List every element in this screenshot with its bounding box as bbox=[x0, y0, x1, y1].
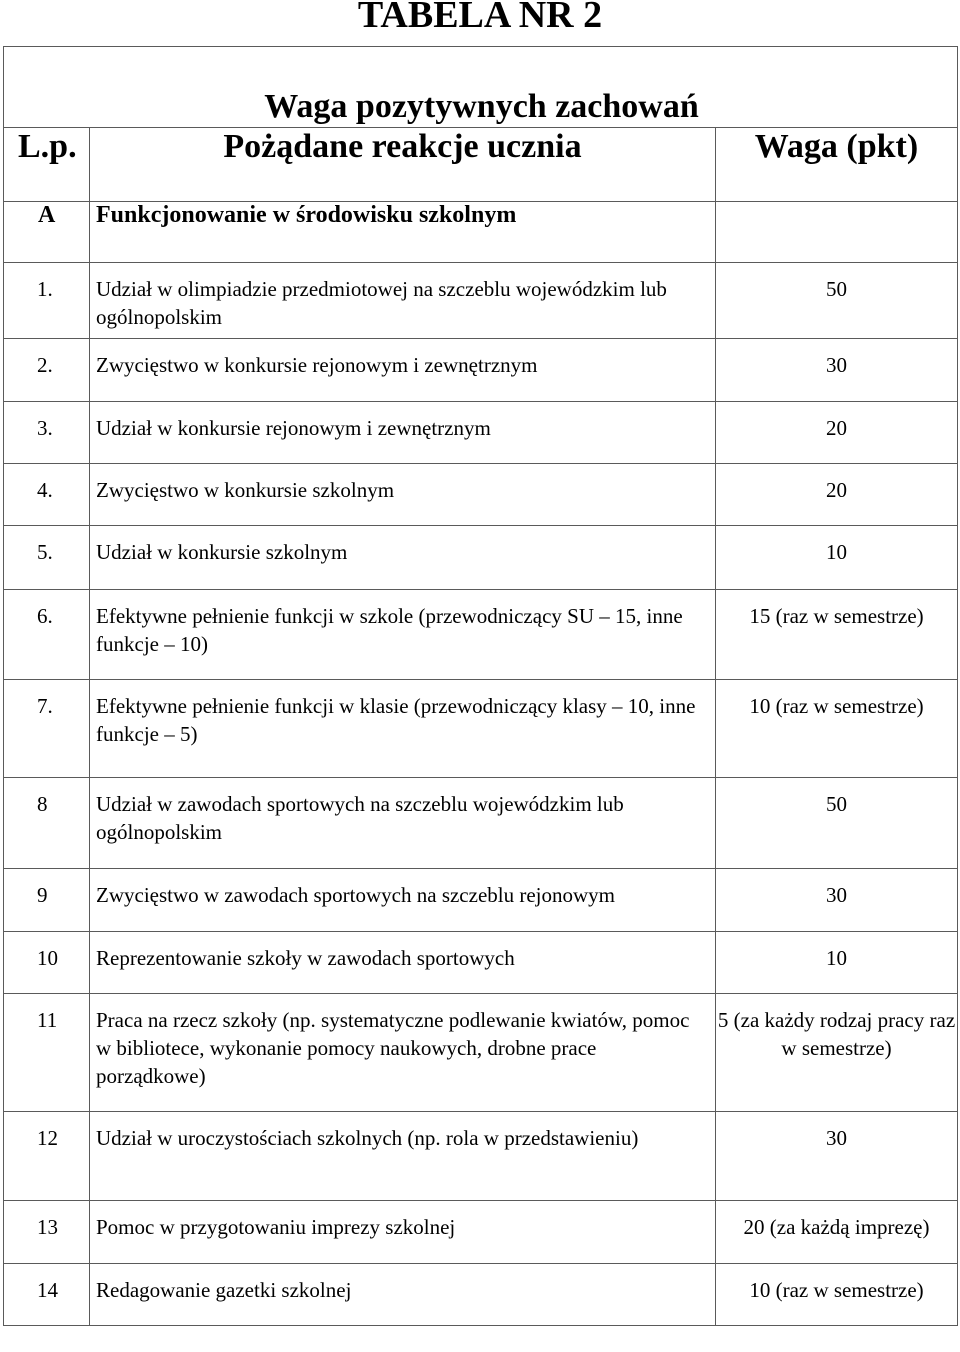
row-weight: 20 bbox=[716, 402, 958, 464]
header-row bbox=[4, 128, 958, 202]
row-description: Zwycięstwo w konkursie rejonowym i zewnętrznym bbox=[90, 339, 716, 402]
row-description: Zwycięstwo w zawodach sportowych na szczeblu rejonowym bbox=[90, 869, 716, 932]
row-weight: 15 (raz w semestrze) bbox=[716, 590, 958, 680]
row-weight: 5 (za każdy rodzaj pracy raz w semestrze) bbox=[716, 994, 958, 1112]
header-weight: Waga (pkt) bbox=[716, 128, 958, 202]
row-description: Praca na rzecz szkoły (np. systematyczne podlewanie kwiatów, pomoc w bibliotece, wykonanie pomocy naukowych, drobne prace porządkowe) bbox=[90, 994, 716, 1112]
table-row bbox=[4, 402, 958, 464]
row-lp: 5. bbox=[4, 526, 90, 590]
row-description: Redagowanie gazetki szkolnej bbox=[90, 1264, 716, 1326]
header-description: Pożądane reakcje ucznia bbox=[90, 128, 716, 202]
row-lp: 3. bbox=[4, 402, 90, 464]
row-weight: 50 bbox=[716, 263, 958, 339]
table-title-row bbox=[4, 47, 958, 128]
table-title-cell bbox=[4, 47, 958, 128]
row-weight: 10 (raz w semestrze) bbox=[716, 1264, 958, 1326]
row-lp: 8 bbox=[4, 778, 90, 869]
section-title: Funkcjonowanie w środowisku szkolnym bbox=[90, 202, 716, 263]
row-lp: 2. bbox=[4, 339, 90, 402]
row-weight: 10 (raz w semestrze) bbox=[716, 680, 958, 778]
table-title: Waga pozytywnych zachowań bbox=[264, 88, 699, 125]
row-description: Udział w konkursie szkolnym bbox=[90, 526, 716, 590]
row-description: Udział w konkursie rejonowym i zewnętrznym bbox=[90, 402, 716, 464]
row-weight: 10 bbox=[716, 526, 958, 590]
row-lp: 9 bbox=[4, 869, 90, 932]
row-lp: 4. bbox=[4, 464, 90, 526]
row-description: Udział w olimpiadzie przedmiotowej na szczeblu wojewódzkim lub ogólnopolskim bbox=[90, 263, 716, 339]
row-description: Zwycięstwo w konkursie szkolnym bbox=[90, 464, 716, 526]
section-lp: A bbox=[4, 202, 90, 263]
row-lp: 6. bbox=[4, 590, 90, 680]
row-lp: 12 bbox=[4, 1112, 90, 1201]
table-row bbox=[4, 994, 958, 1112]
document-title: TABELA NR 2 bbox=[357, 0, 603, 36]
section-weight bbox=[716, 202, 958, 263]
table-row bbox=[4, 778, 958, 869]
row-weight: 20 bbox=[716, 464, 958, 526]
row-lp: 14 bbox=[4, 1264, 90, 1326]
row-lp: 13 bbox=[4, 1201, 90, 1264]
row-description: Udział w zawodach sportowych na szczeblu wojewódzkim lub ogólnopolskim bbox=[90, 778, 716, 869]
row-weight: 10 bbox=[716, 932, 958, 994]
table-row bbox=[4, 1112, 958, 1201]
row-description: Pomoc w przygotowaniu imprezy szkolnej bbox=[90, 1201, 716, 1264]
table-row bbox=[4, 590, 958, 680]
row-lp: 10 bbox=[4, 932, 90, 994]
table-row bbox=[4, 526, 958, 590]
row-lp: 7. bbox=[4, 680, 90, 778]
row-weight: 20 (za każdą imprezę) bbox=[716, 1201, 958, 1264]
row-description: Reprezentowanie szkoły w zawodach sportowych bbox=[90, 932, 716, 994]
header-lp: L.p. bbox=[4, 128, 90, 202]
row-description: Efektywne pełnienie funkcji w klasie (przewodniczący klasy – 10, inne funkcje – 5) bbox=[90, 680, 716, 778]
table-row bbox=[4, 464, 958, 526]
table-row bbox=[4, 339, 958, 402]
row-lp: 11 bbox=[4, 994, 90, 1112]
row-weight: 30 bbox=[716, 1112, 958, 1201]
section-row bbox=[4, 202, 958, 263]
row-weight: 50 bbox=[716, 778, 958, 869]
table-row bbox=[4, 1264, 958, 1326]
row-weight: 30 bbox=[716, 869, 958, 932]
row-description: Efektywne pełnienie funkcji w szkole (przewodniczący SU – 15, inne funkcje – 10) bbox=[90, 590, 716, 680]
row-description: Udział w uroczystościach szkolnych (np. rola w przedstawieniu) bbox=[90, 1112, 716, 1201]
table-row bbox=[4, 1201, 958, 1264]
row-weight: 30 bbox=[716, 339, 958, 402]
table-row bbox=[4, 680, 958, 778]
behavior-weights-table bbox=[3, 46, 958, 1326]
table-row bbox=[4, 869, 958, 932]
table-row bbox=[4, 263, 958, 339]
row-lp: 1. bbox=[4, 263, 90, 339]
table-row bbox=[4, 932, 958, 994]
